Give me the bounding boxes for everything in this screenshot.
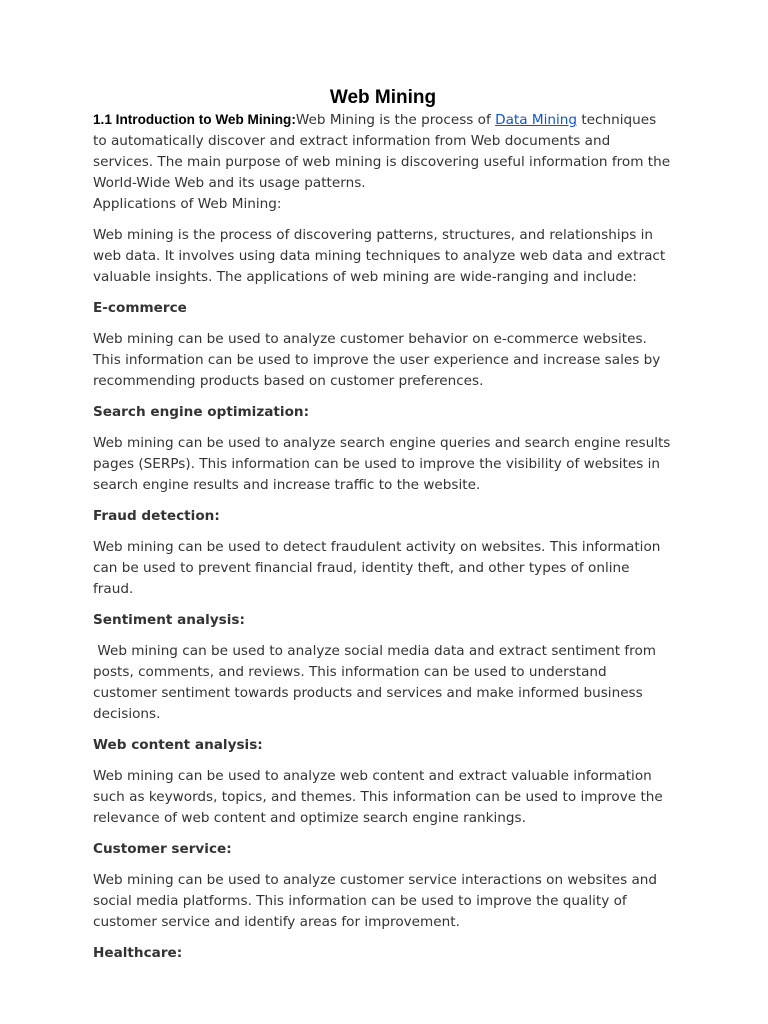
overview-paragraph: Web mining is the process of discovering patterns, structures, and relationships in web data. It involves using data mining techniques to analyze web data and extract valuable insights. The applications of web mining are wide-ranging and include: (93, 227, 666, 285)
section-body-customer-service: Web mining can be used to analyze customer service interactions on websites and social media platforms. This information can be used to improve the quality of customer service and identify areas for improvement. (93, 872, 658, 930)
document-title: Web Mining (329, 87, 437, 108)
section-body-fraud-detection: Web mining can be used to detect fraudulent activity on websites. This information can be used to prevent financial fraud, identity theft, and other types of online fraud. (93, 539, 661, 597)
section-heading-sentiment-analysis: Sentiment analysis: (93, 612, 245, 628)
section-heading-ecommerce: E-commerce (93, 300, 187, 316)
section-heading-customer-service: Customer service: (93, 841, 232, 857)
section-heading-healthcare: Healthcare: (93, 945, 183, 961)
intro-text-before-link: Web Mining is the process of (295, 112, 496, 128)
section-heading-seo: Search engine optimization: (93, 404, 310, 420)
section-body-sentiment-analysis: Web mining can be used to analyze social media data and extract sentiment from posts, comments, and reviews. This information can be used to understand customer sentiment towards products and services and make informed business decisions. (93, 643, 661, 722)
intro-heading: 1.1 Introduction to Web Mining: (93, 112, 296, 127)
section-body-seo: Web mining can be used to analyze search engine queries and search engine results pages (SERPs). This information can be used to improve the visibility of websites in search engine results and increase traffic to the website. (93, 435, 671, 493)
intro-text-after-link: techniques to automatically discover and extract information from Web documents and services. The main purpose of web mining is discovering useful information from the World-Wide Web and its usage patterns. (93, 112, 671, 191)
data-mining-link[interactable]: Data Mining (495, 112, 578, 128)
intro-paragraph (93, 109, 673, 194)
section-heading-fraud-detection: Fraud detection: (93, 508, 220, 524)
section-body-web-content-analysis: Web mining can be used to analyze web content and extract valuable information such as keywords, topics, and themes. This information can be used to improve the relevance of web content and optimize search engine rankings. (93, 768, 663, 826)
document-page (93, 86, 673, 974)
section-body-ecommerce: Web mining can be used to analyze customer behavior on e-commerce websites. This information can be used to improve the user experience and increase sales by recommending products based on customer preferences. (93, 331, 661, 389)
applications-label: Applications of Web Mining: (93, 196, 282, 212)
section-heading-web-content-analysis: Web content analysis: (93, 737, 263, 753)
